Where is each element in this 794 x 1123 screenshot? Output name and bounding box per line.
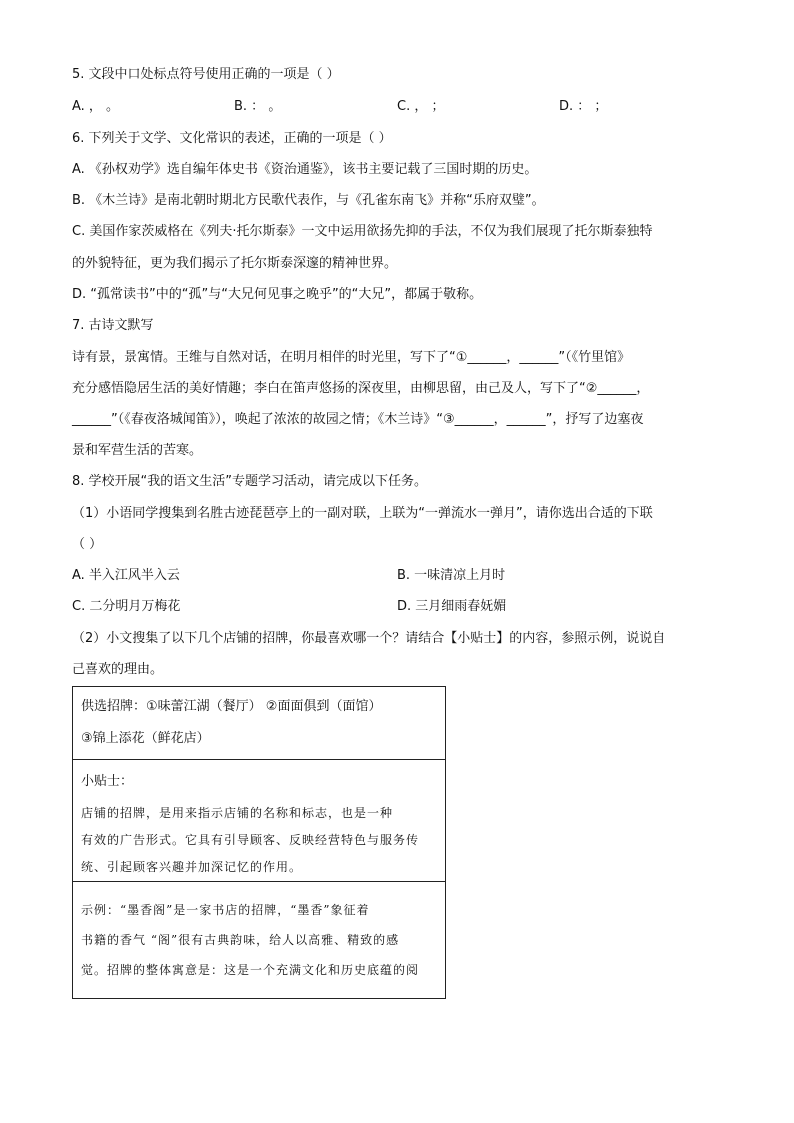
tips-text-line3: 统、引起顾客兴趣并加深记忆的作用。 (81, 860, 303, 874)
q5-option-c[interactable]: C. ， ； (397, 99, 445, 114)
tips-text-line2: 有效的广告形式。它具有引导顾客、反映经营特色与服务传 (81, 833, 420, 847)
q7-passage-line1: 诗有景，景寓情。王维与自然对话，在明月相伴的时光里，写下了“①______，______”（《竹里馆》 (72, 350, 631, 365)
q8-sub2-line1: （2）小文搜集了以下几个店铺的招牌，你最喜欢哪一个？请结合【小贴士】的内容，参照示例，说说自 (72, 631, 666, 646)
question-7-stem: 7. 古诗文默写 (72, 318, 154, 333)
question-5-stem: 5. 文段中口处标点符号使用正确的一项是（ ） (72, 67, 340, 82)
q5-option-b[interactable]: B. ： 。 (234, 99, 282, 114)
q7-passage-line4: 景和军营生活的苦寒。 (72, 443, 203, 458)
signboard-choices-line1: 供选招牌：①味蕾江湖（餐厅） ②面面俱到（面馆） (81, 699, 382, 714)
q6-option-b[interactable]: B. 《木兰诗》是南北朝时期北方民歌代表作，与《孔雀东南飞》并称“乐府双璧”。 (72, 193, 545, 208)
q8-sub1-line1: （1）小语同学搜集到名胜古迹琵琶亭上的一副对联，上联为“一弹流水一弹月”，请你选出合适的下联 (72, 506, 653, 521)
q6-option-c-line2: 的外貌特征，更为我们揭示了托尔斯泰深邃的精神世界。 (72, 256, 398, 271)
q8-option-d[interactable]: D. 三月细雨春妩媚 (397, 599, 507, 614)
tips-title: 小贴士： (81, 774, 134, 789)
q7-passage-line3: ______”（《春夜洛城闻笛》），唤起了浓浓的故园之情；《木兰诗》“③______，______”，抒写了边塞夜 (72, 412, 644, 427)
tips-text-line1: 店铺的招牌，是用来指示店铺的名称和标志，也是一种 (81, 806, 394, 820)
q8-sub1-line2: （ ） (72, 537, 103, 552)
question-6-stem: 6. 下列关于文学、文化常识的表述，正确的一项是（ ） (72, 131, 392, 146)
q8-sub2-line2: 己喜欢的理由。 (72, 662, 164, 677)
q5-option-d[interactable]: D. ： ； (559, 99, 608, 114)
q8-option-b[interactable]: B. 一味清凉上月时 (397, 568, 506, 583)
signboard-choices-cell (73, 687, 445, 760)
tips-cell (73, 760, 445, 882)
q6-option-a[interactable]: A. 《孙权劝学》选自编年体史书《资治通鉴》，该书主要记载了三国时期的历史。 (72, 162, 538, 177)
q8-option-c[interactable]: C. 二分明月万梅花 (72, 599, 181, 614)
q6-option-c-line1[interactable]: C. 美国作家茨威格在《列夫·托尔斯泰》一文中运用欲扬先抑的手法，不仅为我们展现了托尔斯泰独特 (72, 224, 653, 239)
q8-option-a[interactable]: A. 半入江风半入云 (72, 568, 180, 583)
q7-passage-line2: 充分感悟隐居生活的美好情趣；李白在笛声悠扬的深夜里，由柳思留，由己及人，写下了“②______， (72, 381, 650, 396)
example-text-line3: 觉。招牌的整体寓意是：这是一个充满文化和历史底蕴的阅 (81, 963, 420, 977)
q6-option-d[interactable]: D. “孤常读书”中的“孤”与“大兄何见事之晚乎”的“大兄”，都属于敬称。 (72, 287, 483, 302)
signboard-choices-line2: ③锦上添花（鲜花店） (81, 731, 210, 746)
q5-option-a[interactable]: A. ， 。 (72, 99, 120, 114)
example-text-line2: 书籍的香气 “阁”很有古典韵味，给人以高雅、精致的感 (81, 933, 400, 947)
example-text-line1: 示例：“墨香阁”是一家书店的招牌，“墨香”象征着 (81, 903, 370, 917)
signboard-table (72, 686, 446, 999)
question-8-stem: 8. 学校开展“我的语文生活”专题学习活动，请完成以下任务。 (72, 474, 428, 489)
example-cell (73, 882, 445, 998)
